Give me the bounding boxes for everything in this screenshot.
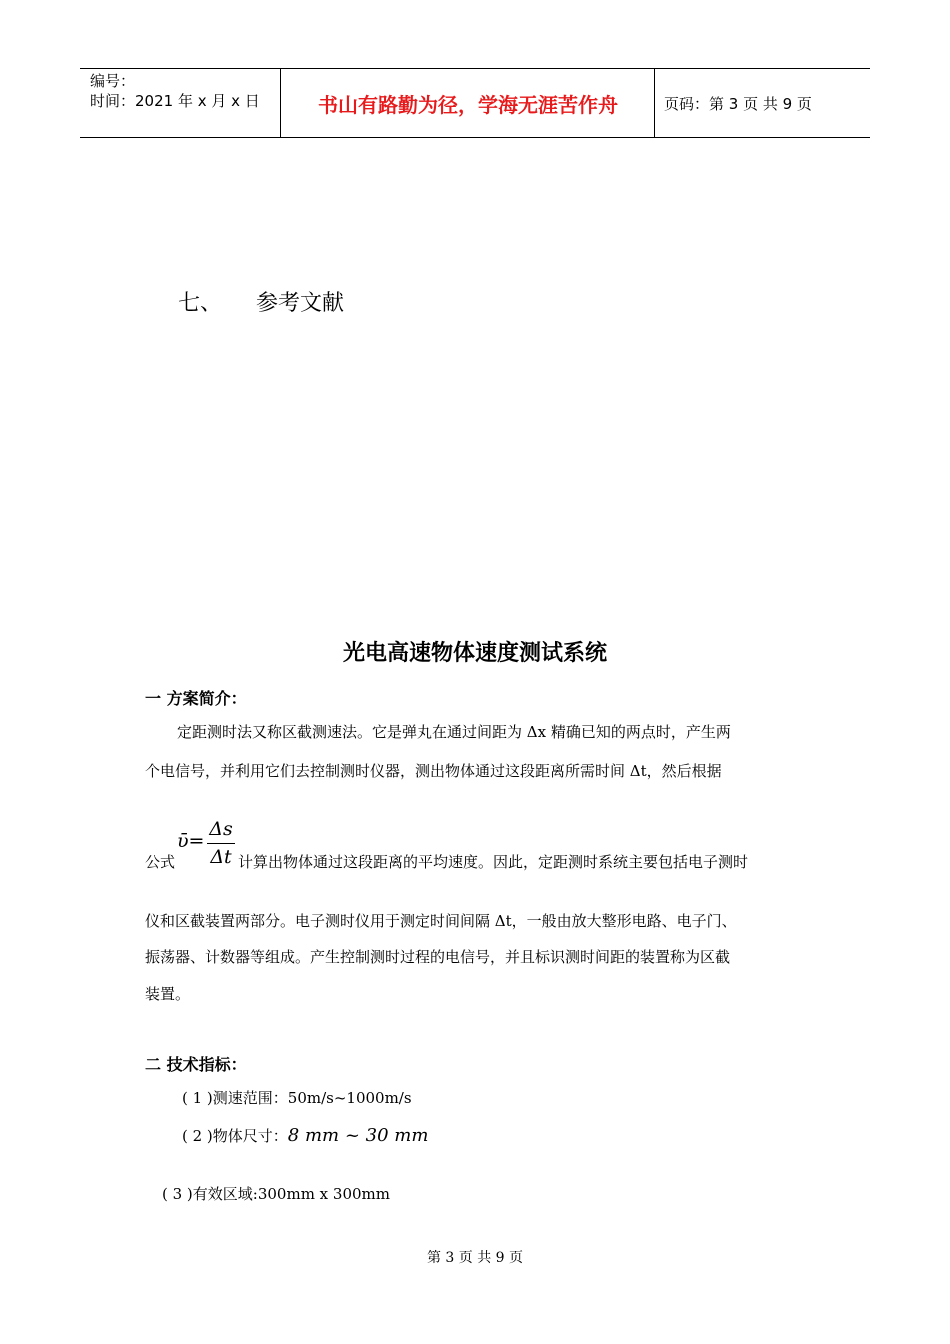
header-left-cell	[90, 71, 260, 111]
paragraph-line: 计算出物体通过这段距离的平均速度。因此，定距测时系统主要包括电子测时	[238, 853, 749, 871]
header-table	[80, 68, 870, 138]
heading-scheme-intro: 一 方案简介：	[145, 689, 247, 708]
serial-label: 编号：	[90, 72, 136, 90]
paragraph-line: 仪和区截装置两部分。电子测时仪用于测定时间间隔 Δt，一般由放大整形电路、电子门、	[145, 912, 737, 930]
paragraph-line: 定距测时法又称区截测速法。它是弹丸在通过间距为 Δx 精确已知的两点时，产生两	[177, 723, 731, 741]
section-title: 参考文献	[256, 291, 345, 316]
paragraph-line: 装置。	[145, 985, 191, 1003]
fraction-bar	[207, 843, 235, 844]
header-page-number: 页码：第 3 页 共 9 页	[664, 95, 812, 113]
formula-denominator: Δt	[210, 846, 232, 868]
header-divider	[280, 69, 281, 137]
spec-effective-area: ( 3 )有效区域:300mm x 300mm	[162, 1185, 390, 1203]
paragraph-line: 振荡器、计数器等组成。产生控制测时过程的电信号，并且标识测时间距的装置称为区截	[145, 948, 731, 966]
formula-lhs: ῡ=	[177, 830, 205, 852]
date-text: 时间：2021 年 x 月 x 日	[90, 92, 260, 110]
spec-speed-range: ( 1 )测速范围：50m/s~1000m/s	[182, 1089, 412, 1107]
formula-prefix: 公式	[145, 853, 176, 871]
formula-fraction	[207, 818, 235, 868]
paragraph-line: 个电信号，并利用它们去控制测时仪器，测出物体通过这段距离所需时间 Δt，然后根据	[145, 762, 722, 780]
spec-object-size	[182, 1125, 428, 1146]
heading-tech-specs: 二 技术指标：	[145, 1055, 247, 1074]
spec-object-size-value: 8 mm ~ 30 mm	[287, 1125, 429, 1146]
header-divider	[654, 69, 655, 137]
section-references	[178, 286, 344, 317]
page-footer: 第 3 页 共 9 页	[426, 1250, 524, 1266]
spec-object-size-label: ( 2 )物体尺寸：	[182, 1127, 288, 1145]
formula-numerator: Δs	[209, 818, 233, 840]
section-number: 七、	[178, 291, 223, 316]
header-motto: 书山有路勤为径，学海无涯苦作舟	[318, 92, 618, 117]
document-title: 光电高速物体速度测试系统	[342, 641, 607, 666]
